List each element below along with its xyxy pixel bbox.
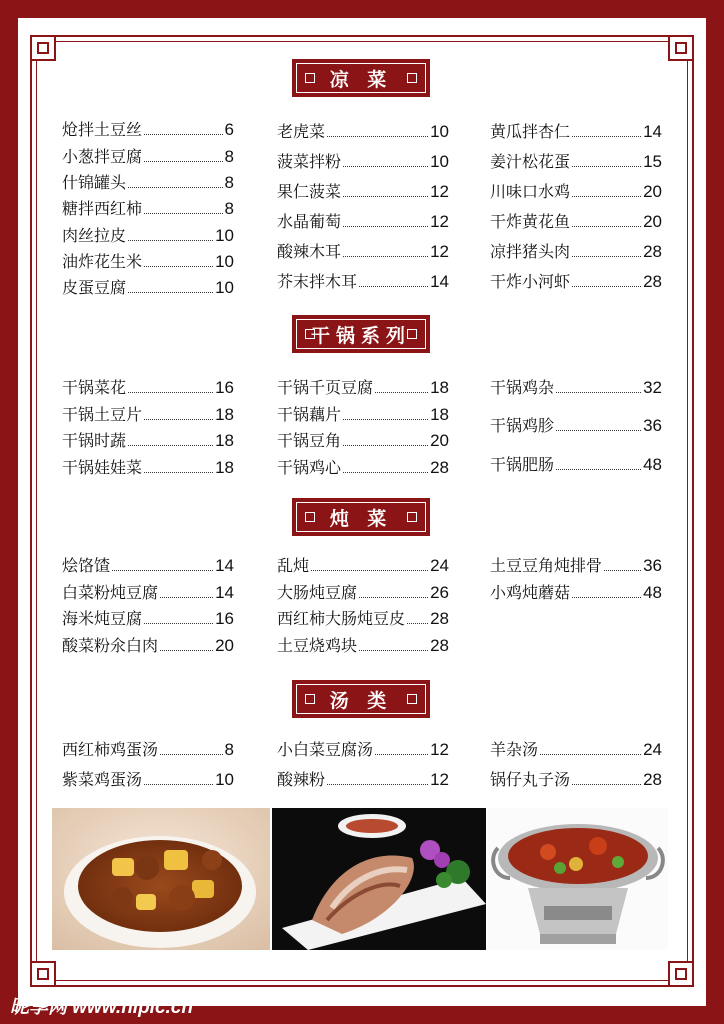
menu-item-price: 12 <box>430 770 449 789</box>
menu-item-name: 干锅肥肠 <box>490 455 555 474</box>
menu-item-price: 12 <box>430 212 449 231</box>
menu-item <box>62 581 234 603</box>
menu-item <box>490 150 662 172</box>
menu-item-name: 干锅鸡心 <box>277 458 342 477</box>
leader-dots <box>343 226 428 227</box>
leader-dots <box>359 597 428 598</box>
menu-item-name: 干锅藕片 <box>277 405 342 424</box>
leader-dots <box>540 754 641 755</box>
menu-item <box>277 376 449 398</box>
leader-dots <box>128 445 213 446</box>
section-title-text: 干锅系列 <box>310 324 411 347</box>
menu-item-name: 紫菜鸡蛋汤 <box>62 770 143 789</box>
photo-dry-pot-dish <box>488 808 668 950</box>
menu-item <box>277 270 449 292</box>
leader-dots <box>160 597 213 598</box>
leader-dots <box>343 196 428 197</box>
menu-item-name: 水晶葡萄 <box>277 212 342 231</box>
menu-item <box>277 120 449 142</box>
menu-item-name: 炝拌土豆丝 <box>62 120 143 139</box>
menu-item-price: 32 <box>643 378 662 397</box>
watermark-brand: 昵享网 www.nipic.cn <box>10 997 193 1018</box>
menu-item-name: 干锅时蔬 <box>62 431 127 450</box>
leader-dots <box>343 445 428 446</box>
leader-dots <box>128 392 213 393</box>
menu-item-name: 小鸡炖蘑菇 <box>490 583 571 602</box>
menu-item-name: 西红柿鸡蛋汤 <box>62 740 159 759</box>
leader-dots <box>556 469 641 470</box>
menu-item-price: 10 <box>215 278 234 297</box>
menu-item <box>62 376 234 398</box>
section-title-stew <box>292 498 430 536</box>
leader-dots <box>407 623 428 624</box>
leader-dots <box>359 650 428 651</box>
menu-item-name: 干炸小河虾 <box>490 272 571 291</box>
menu-item <box>277 240 449 262</box>
leader-dots <box>556 392 641 393</box>
menu-item-price: 28 <box>643 272 662 291</box>
leader-dots <box>343 472 428 473</box>
menu-item-name: 土豆烧鸡块 <box>277 636 358 655</box>
menu-item-name: 酸辣粉 <box>277 770 326 789</box>
menu-item <box>490 120 662 142</box>
leader-dots <box>144 623 213 624</box>
menu-item-price: 48 <box>643 455 662 474</box>
menu-item <box>62 171 234 193</box>
menu-item-price: 6 <box>224 120 234 139</box>
leader-dots <box>604 570 641 571</box>
menu-item-name: 乱炖 <box>277 556 310 575</box>
menu-item <box>277 429 449 451</box>
menu-item-price: 20 <box>643 182 662 201</box>
menu-item-price: 8 <box>224 199 234 218</box>
menu-item <box>490 453 662 475</box>
menu-item-price: 28 <box>643 770 662 789</box>
menu-item <box>490 210 662 232</box>
menu-item-price: 18 <box>215 405 234 424</box>
menu-item <box>62 554 234 576</box>
corner-ornament-bottom-right <box>668 961 694 987</box>
menu-item-name: 干炸黄花鱼 <box>490 212 571 231</box>
leader-dots <box>112 570 213 571</box>
menu-item-price: 18 <box>430 405 449 424</box>
menu-item-price: 26 <box>430 583 449 602</box>
menu-item-price: 24 <box>643 740 662 759</box>
menu-item-price: 28 <box>430 458 449 477</box>
menu-item <box>277 554 449 576</box>
menu-item <box>490 270 662 292</box>
menu-item <box>62 768 234 790</box>
menu-item-price: 14 <box>215 556 234 575</box>
photo-chicken-potato-stew <box>52 808 270 950</box>
menu-item-price: 18 <box>215 458 234 477</box>
menu-item-name: 凉拌猪头肉 <box>490 242 571 261</box>
menu-item-price: 12 <box>430 182 449 201</box>
leader-dots <box>327 784 428 785</box>
leader-dots <box>343 256 428 257</box>
leader-dots <box>144 784 213 785</box>
leader-dots <box>572 196 641 197</box>
menu-item <box>62 250 234 272</box>
leader-dots <box>572 597 641 598</box>
menu-item-price: 24 <box>430 556 449 575</box>
menu-item-name: 锅仔丸子汤 <box>490 770 571 789</box>
menu-item <box>62 607 234 629</box>
section-title-soup <box>292 680 430 718</box>
menu-item-price: 8 <box>224 147 234 166</box>
leader-dots <box>327 136 428 137</box>
menu-item <box>62 118 234 140</box>
menu-item-name: 果仁菠菜 <box>277 182 342 201</box>
watermark-id: ID:10647388 NO:20221216111048361041 <box>500 998 688 1009</box>
leader-dots <box>572 784 641 785</box>
section-title-dry-pot <box>292 315 430 353</box>
leader-dots <box>144 134 223 135</box>
leader-dots <box>311 570 428 571</box>
menu-item-name: 干锅千页豆腐 <box>277 378 374 397</box>
section-title-text: 炖 菜 <box>329 507 393 530</box>
menu-item-name: 姜汁松花蛋 <box>490 152 571 171</box>
leader-dots <box>144 266 213 267</box>
menu-item <box>62 224 234 246</box>
menu-item <box>62 456 234 478</box>
menu-item <box>277 738 449 760</box>
menu-item-name: 酸辣木耳 <box>277 242 342 261</box>
menu-item-price: 16 <box>215 609 234 628</box>
menu-item-price: 15 <box>643 152 662 171</box>
menu-item <box>277 607 449 629</box>
menu-item <box>490 768 662 790</box>
menu-item-name: 白菜粉炖豆腐 <box>62 583 159 602</box>
leader-dots <box>128 292 213 293</box>
menu-item-name: 老虎菜 <box>277 122 326 141</box>
menu-item-name: 海米炖豆腐 <box>62 609 143 628</box>
menu-item-name: 干锅鸡杂 <box>490 378 555 397</box>
menu-item-name: 大肠炖豆腐 <box>277 583 358 602</box>
menu-item-name: 油炸花生米 <box>62 252 143 271</box>
menu-item-price: 16 <box>215 378 234 397</box>
menu-item-name: 糖拌西红柿 <box>62 199 143 218</box>
menu-item-price: 14 <box>215 583 234 602</box>
leader-dots <box>359 286 428 287</box>
menu-item-price: 18 <box>215 431 234 450</box>
menu-item-price: 48 <box>643 583 662 602</box>
menu-item-name: 菠菜拌粉 <box>277 152 342 171</box>
menu-item-price: 10 <box>215 252 234 271</box>
corner-ornament-bottom-left <box>30 961 56 987</box>
menu-item-price: 20 <box>430 431 449 450</box>
menu-item-name: 西红柿大肠炖豆皮 <box>277 609 406 628</box>
corner-ornament-top-right <box>668 35 694 61</box>
leader-dots <box>128 187 223 188</box>
leader-dots <box>128 240 213 241</box>
leader-dots <box>160 650 213 651</box>
menu-item-name: 川味口水鸡 <box>490 182 571 201</box>
menu-item <box>490 180 662 202</box>
leader-dots <box>572 286 641 287</box>
menu-item-price: 20 <box>215 636 234 655</box>
menu-item-name: 烩饹馇 <box>62 556 111 575</box>
menu-item-name: 酸菜粉氽白肉 <box>62 636 159 655</box>
leader-dots <box>144 419 213 420</box>
menu-item <box>277 180 449 202</box>
menu-item <box>277 456 449 478</box>
menu-item-price: 10 <box>430 152 449 171</box>
menu-item-name: 什锦罐头 <box>62 173 127 192</box>
menu-item-name: 干锅鸡胗 <box>490 416 555 435</box>
section-title-text: 凉 菜 <box>329 68 393 91</box>
menu-item-price: 36 <box>643 416 662 435</box>
menu-item <box>490 240 662 262</box>
menu-item-name: 干锅土豆片 <box>62 405 143 424</box>
menu-item-name: 干锅娃娃菜 <box>62 458 143 477</box>
section-title-cold-dishes <box>292 59 430 97</box>
leader-dots <box>572 256 641 257</box>
menu-item <box>277 403 449 425</box>
leader-dots <box>343 419 428 420</box>
menu-item <box>277 768 449 790</box>
menu-item-price: 14 <box>643 122 662 141</box>
menu-item <box>62 429 234 451</box>
menu-item <box>62 738 234 760</box>
menu-item-name: 羊杂汤 <box>490 740 539 759</box>
menu-item-price: 18 <box>430 378 449 397</box>
leader-dots <box>572 226 641 227</box>
menu-item-name: 干锅菜花 <box>62 378 127 397</box>
menu-item-price: 14 <box>430 272 449 291</box>
menu-item-price: 28 <box>430 609 449 628</box>
menu-item-name: 小白菜豆腐汤 <box>277 740 374 759</box>
leader-dots <box>144 472 213 473</box>
menu-item <box>277 634 449 656</box>
menu-item <box>62 634 234 656</box>
menu-item <box>490 581 662 603</box>
photo-sliced-pork <box>272 808 486 950</box>
menu-item-price: 28 <box>643 242 662 261</box>
menu-item-name: 芥末拌木耳 <box>277 272 358 291</box>
menu-item <box>277 581 449 603</box>
menu-item-price: 28 <box>430 636 449 655</box>
menu-item-name: 肉丝拉皮 <box>62 226 127 245</box>
leader-dots <box>375 392 428 393</box>
menu-item <box>62 403 234 425</box>
leader-dots <box>160 754 223 755</box>
leader-dots <box>572 136 641 137</box>
menu-item-price: 10 <box>430 122 449 141</box>
menu-item-price: 20 <box>643 212 662 231</box>
menu-item <box>490 738 662 760</box>
menu-item-price: 10 <box>215 770 234 789</box>
menu-item-name: 小葱拌豆腐 <box>62 147 143 166</box>
leader-dots <box>375 754 428 755</box>
menu-item-name: 土豆豆角炖排骨 <box>490 556 603 575</box>
menu-item <box>277 150 449 172</box>
menu-item <box>490 554 662 576</box>
corner-ornament-top-left <box>30 35 56 61</box>
menu-item <box>62 276 234 298</box>
menu-item <box>62 145 234 167</box>
section-title-text: 汤 类 <box>329 689 393 712</box>
menu-item-price: 10 <box>215 226 234 245</box>
leader-dots <box>556 430 641 431</box>
menu-item-price: 12 <box>430 242 449 261</box>
leader-dots <box>144 213 223 214</box>
menu-item-name: 皮蛋豆腐 <box>62 278 127 297</box>
menu-item-name: 干锅豆角 <box>277 431 342 450</box>
leader-dots <box>572 166 641 167</box>
leader-dots <box>144 161 223 162</box>
menu-item <box>490 376 662 398</box>
menu-item-name: 黄瓜拌杏仁 <box>490 122 571 141</box>
menu-item <box>277 210 449 232</box>
menu-item-price: 8 <box>224 740 234 759</box>
menu-item <box>490 414 662 436</box>
menu-item-price: 8 <box>224 173 234 192</box>
menu-item <box>62 197 234 219</box>
menu-item-price: 12 <box>430 740 449 759</box>
leader-dots <box>343 166 428 167</box>
menu-item-price: 36 <box>643 556 662 575</box>
